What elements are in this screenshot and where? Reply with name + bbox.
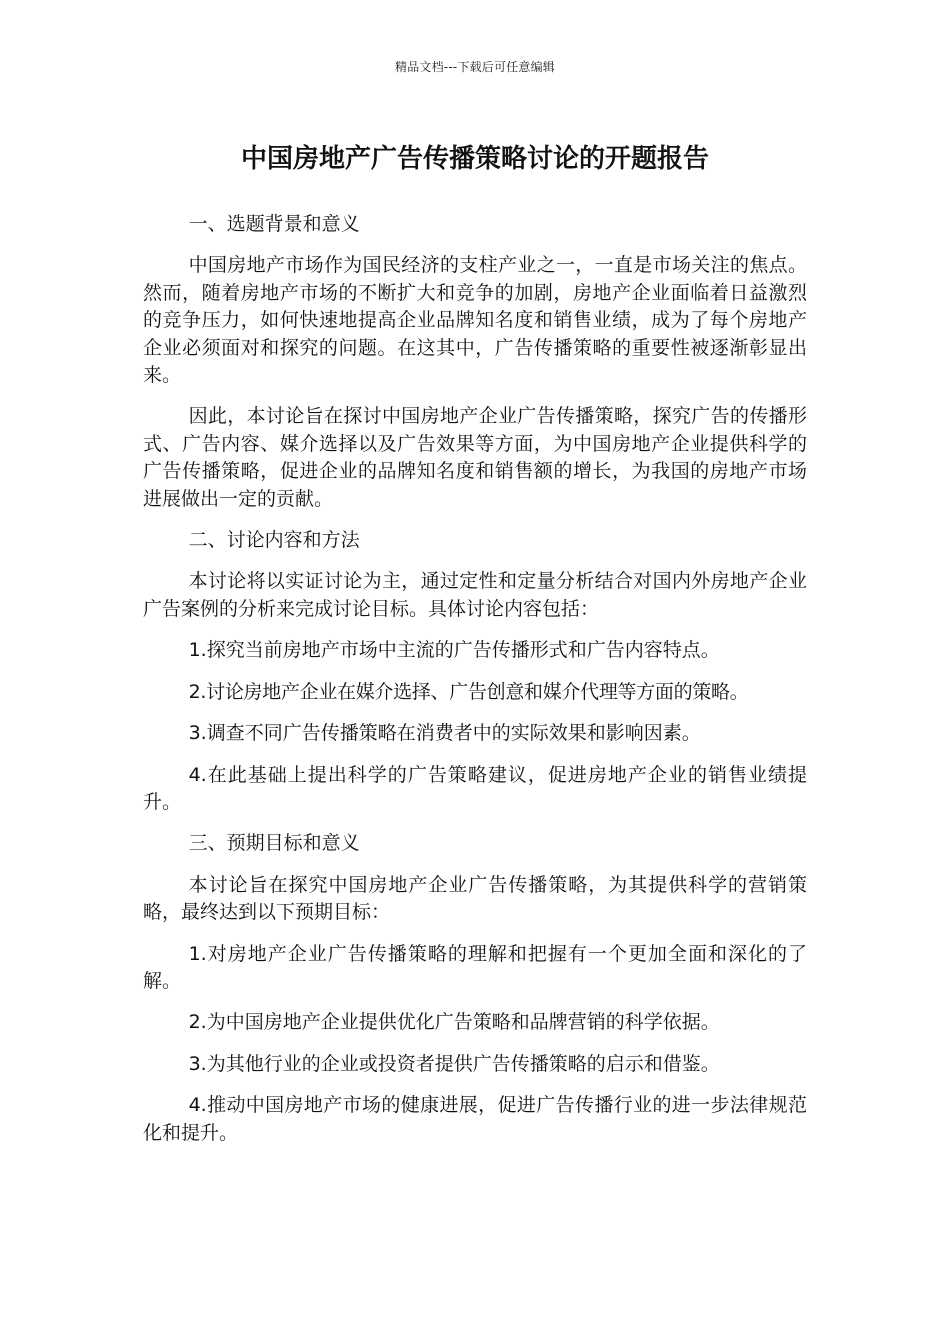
document-body	[143, 211, 807, 1161]
list-item: 3.为其他行业的企业或投资者提供广告传播策略的启示和借鉴。	[188, 1052, 720, 1075]
paragraph: 本讨论旨在探究中国房地产企业广告传播策略，为其提供科学的营销策略，最终达到以下预期目标：	[143, 873, 807, 924]
list-item: 3.调查不同广告传播策略在消费者中的实际效果和影响因素。	[188, 722, 701, 745]
list-item: 2.讨论房地产企业在媒介选择、广告创意和媒介代理等方面的策略。	[188, 680, 749, 703]
list-item: 2.为中国房地产企业提供优化广告策略和品牌营销的科学依据。	[188, 1011, 720, 1034]
document-title: 中国房地产广告传播策略讨论的开题报告	[240, 144, 709, 174]
section-heading: 二、讨论内容和方法	[188, 529, 360, 552]
section-goals	[143, 830, 807, 1147]
list-item: 4.在此基础上提出科学的广告策略建议，促进房地产企业的销售业绩提升。	[143, 763, 807, 813]
section-background	[143, 211, 807, 513]
section-heading: 三、预期目标和意义	[188, 832, 360, 855]
section-content-methods	[143, 527, 807, 816]
list-item: 4.推动中国房地产市场的健康进展，促进广告传播行业的进一步法律规范化和提升。	[143, 1094, 807, 1144]
paragraph: 中国房地产市场作为国民经济的支柱产业之一，一直是市场关注的焦点。然而，随着房地产市场的不断扩大和竞争的加剧，房地产企业面临着日益激烈的竞争压力，如何快速地提高企业品牌知名度和销售业绩，成为了每个房地产企业必须面对和探究的问题。在这其中，广告传播策略的重要性被逐渐彰显出来。	[143, 254, 807, 387]
paragraph: 因此，本讨论旨在探讨中国房地产企业广告传播策略，探究广告的传播形式、广告内容、媒介选择以及广告效果等方面，为中国房地产企业提供科学的广告传播策略，促进企业的品牌知名度和销售额的增长，为我国的房地产市场进展做出一定的贡献。	[143, 405, 807, 510]
header-note: 精品文档---下载后可任意编辑	[395, 60, 555, 74]
list-item: 1.对房地产企业广告传播策略的理解和把握有一个更加全面和深化的了解。	[143, 942, 807, 992]
section-heading: 一、选题背景和意义	[188, 213, 360, 235]
paragraph: 本讨论将以实证讨论为主，通过定性和定量分析结合对国内外房地产企业广告案例的分析来完成讨论目标。具体讨论内容包括：	[143, 570, 807, 620]
list-item: 1.探究当前房地产市场中主流的广告传播形式和广告内容特点。	[188, 639, 720, 662]
